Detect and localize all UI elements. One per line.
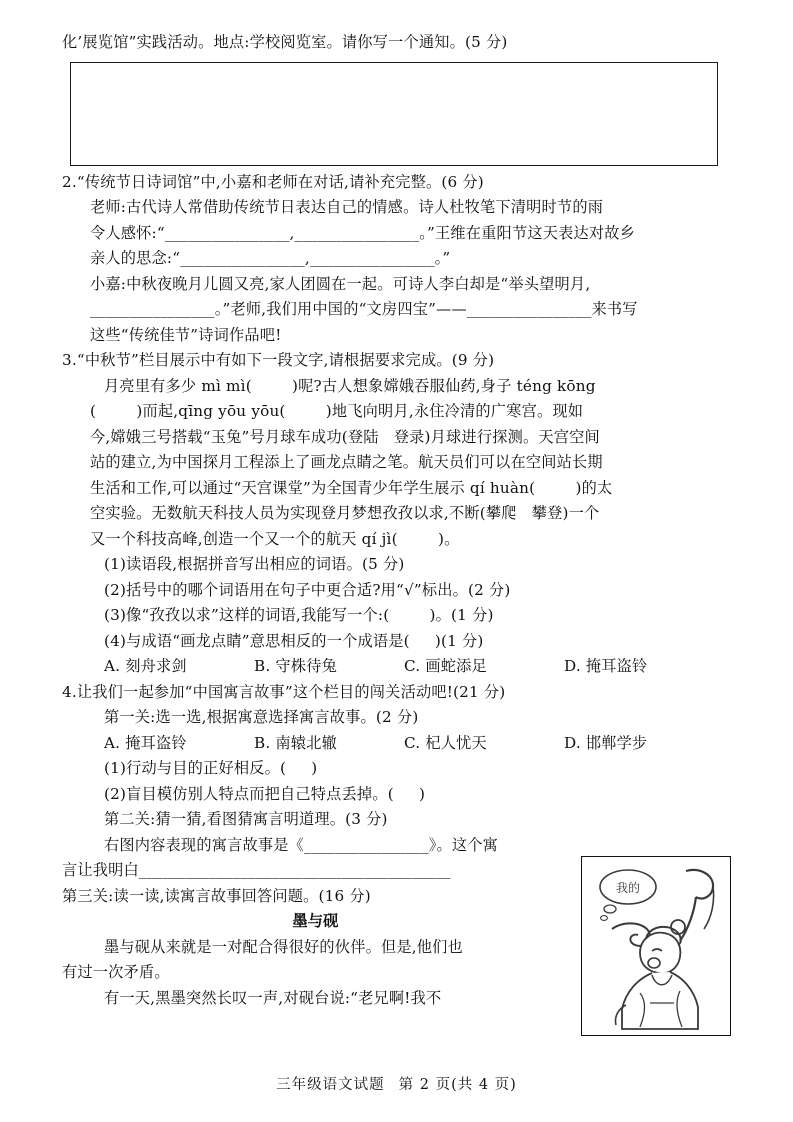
reading-title: 墨与砚 — [292, 912, 339, 930]
question-3-passage-line-3: 今,嫦娥三号搭载“玉兔”号月球车成功(登陆 登录)月球进行探测。天宫空间 — [90, 427, 600, 446]
pass1-item-2: (2)盲目模仿别人特点而把自己特点丢掉。( ) — [104, 784, 426, 803]
top-fragment: 化’展览馆”实践活动。地点:学校阅览室。请你写一个通知。(5 分) — [62, 33, 508, 51]
question-2-line-2: 令人感怀:“________________,________________。”王维在重阳节这天表达对故乡 — [90, 223, 636, 242]
question-2-line-3: 亲人的思念:“________________,________________。” — [90, 249, 451, 267]
question-4-stem: 4.让我们一起参加“中国寓言故事”这个栏目的闯关活动吧!(21 分) — [62, 682, 506, 701]
svg-text:我的: 我的 — [615, 881, 641, 895]
question-3-stem: 3.“中秋节”栏目展示中有如下一段文字,请根据要求完成。(9 分) — [62, 351, 495, 369]
page-footer — [0, 1073, 793, 1094]
pass2-title: 第二关:猜一猜,看图猜寓言明道理。(3 分) — [104, 810, 388, 828]
question-2-line-6: 这些“传统佳节”诗词作品吧! — [90, 325, 282, 344]
pass1-item-1: (1)行动与目的正好相反。( ) — [104, 759, 318, 777]
question-3-option-a[interactable]: A. 刻舟求剑 — [104, 657, 187, 675]
question-2-line-5: ________________。”老师,我们用中国的“文房四宝”——________________来书写 — [90, 300, 638, 318]
question-3-sub-4: (4)与成语“画龙点睛”意思相反的一个成语是( )(1 分) — [104, 631, 484, 650]
footer-page-number: 第 2 页(共 4 页) — [398, 1077, 517, 1093]
question-3-option-d[interactable]: D. 掩耳盗铃 — [564, 657, 648, 675]
pass1-option-b[interactable]: B. 南辕北辙 — [254, 733, 337, 752]
question-2-number: 2. — [62, 172, 77, 191]
question-3-sub-1: (1)读语段,根据拼音写出相应的词语。(5 分) — [104, 555, 405, 573]
question-3-passage-line-4: 站的建立,为中国探月工程添上了画龙点睛之笔。航天员们可以在空间站长期 — [90, 453, 603, 471]
pass1-options — [62, 731, 731, 757]
question-3-number: 3. — [62, 351, 77, 369]
question-3-passage-line-2: ( )而起,qīng yōu yōu( )地飞向明月,永住冷清的广寒宫。现如 — [90, 402, 584, 420]
question-3-passage-line-5: 生活和工作,可以通过“天宫课堂”为全国青少年学生展示 qí huàn( )的太 — [90, 478, 613, 497]
reading-line-3: 有一天,黑墨突然长叹一声,对砚台说:“老兄啊!我不 — [104, 988, 442, 1007]
pass1-option-d[interactable]: D. 邯郸学步 — [564, 733, 648, 752]
question-3-passage-line-1: 月亮里有多少 mì mì( )呢?古人想象嫦娥吞服仙药,身子 téng kōng — [104, 376, 596, 395]
illustration-frame — [581, 856, 731, 1036]
footer-title: 三年级语文试题 — [276, 1077, 385, 1093]
question-2-line-1: 老师:古代诗人常借助传统节日表达自己的情感。诗人杜牧笔下清明时节的雨 — [90, 198, 604, 216]
reading-line-2: 有过一次矛盾。 — [62, 963, 170, 981]
reading-line-1: 墨与砚从来就是一对配合得很好的伙伴。但是,他们也 — [104, 937, 463, 956]
answer-box[interactable] — [70, 62, 718, 166]
question-3-sub-3: (3)像“孜孜以求”这样的词语,我能写一个:( )。(1 分) — [104, 606, 494, 624]
pass2-line-1: 右图内容表现的寓言故事是《________________》。这个寓 — [104, 835, 499, 854]
question-3-passage-line-6: 空实验。无数航天科技人员为实现登月梦想孜孜以求,不断(攀爬 攀登)一个 — [90, 504, 600, 522]
pass1-option-c[interactable]: C. 杞人忧天 — [404, 733, 487, 752]
pass1-option-a[interactable]: A. 掩耳盗铃 — [104, 733, 187, 752]
question-2-stem: 2.“传统节日诗词馆”中,小嘉和老师在对话,请补充完整。(6 分) — [62, 172, 484, 191]
question-3-passage-line-7: 又一个科技高峰,创造一个又一个的航天 qí jì( )。 — [90, 529, 460, 548]
question-3-option-b[interactable]: B. 守株待兔 — [254, 657, 337, 675]
pass2-line-2: 言让我明白________________________________________ — [62, 861, 451, 879]
question-3-options — [62, 654, 731, 680]
question-3-option-c[interactable]: C. 画蛇添足 — [404, 657, 487, 675]
question-2-line-4: 小嘉:中秋夜晚月儿圆又亮,家人团圆在一起。可诗人李白却是“举头望明月, — [90, 274, 591, 293]
pass1-title: 第一关:选一选,根据寓意选择寓言故事。(2 分) — [104, 708, 419, 726]
cartoon-illustration-icon — [582, 857, 728, 1033]
question-4-number: 4. — [62, 682, 77, 701]
question-3-sub-2: (2)括号中的哪个词语用在句子中更合适?用“√”标出。(2 分) — [104, 580, 511, 599]
pass3-title: 第三关:读一读,读寓言故事回答问题。(16 分) — [62, 886, 371, 905]
